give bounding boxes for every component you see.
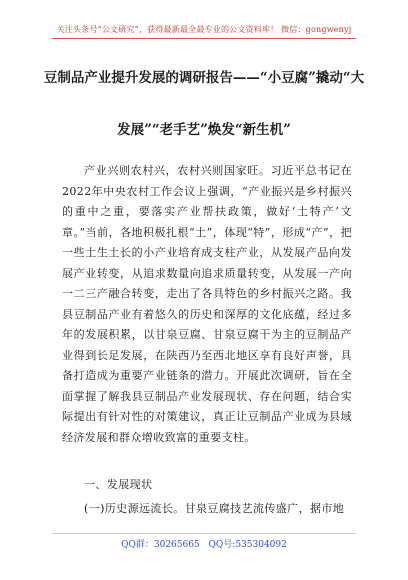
intro-paragraph: 产业兴则农村兴，农村兴则国家旺。习近平总书记在2022年中央农村工作会议上强调，“产业振兴是乡村振兴的重中之重，要落实产业帮扶政策，做好‘土特产’文章。”当前，各地积极扎根“土”，体现“特”，形成“产”，把一些土生土长的小产业培育成支柱产业，从发展产品向发展产业转变，从追求数量向追求质量转变，从发展一产向一二三产融合转变，走出了各具特色的乡村振兴之路。我县豆制品产业有着悠久的历史和深厚的文化底蕴，经过多年的发展积累，以甘泉豆腐、甘泉豆腐干为主的豆制品产业得到长足发展，在陕西乃至西北地区享有良好声誉，具备打造成为重要产业链条的潜力。开展此次调研，旨在全面掌握了解我县豆制品产业发展现状、存在问题，结合实际提出有针对性的对策建议，真正让豆制品产业成为县域经济发展和群众增收致富的重要支柱。 — [62, 164, 352, 444]
document-title-line-1: 豆制品产业提升发展的调研报告——“小豆腐”撬动“大 — [43, 70, 365, 86]
footer-contact-text: QQ群：30265665 QQ号:535304092 — [121, 540, 287, 550]
header-promo-text: 关注头条号“公文研究”，获得最新最全最专业的公文资料库！ 微信：gongwenyj — [56, 25, 352, 34]
document-title-line-2: 发展”“老手艺”焕发“新生机” — [117, 122, 291, 138]
section-heading: 一、发展现状 — [84, 478, 153, 491]
header-divider — [52, 38, 356, 39]
footer-divider — [52, 533, 356, 534]
subsection-paragraph: (一)历史源远流长。甘泉豆腐技艺流传盛广，据市地 — [84, 502, 345, 515]
